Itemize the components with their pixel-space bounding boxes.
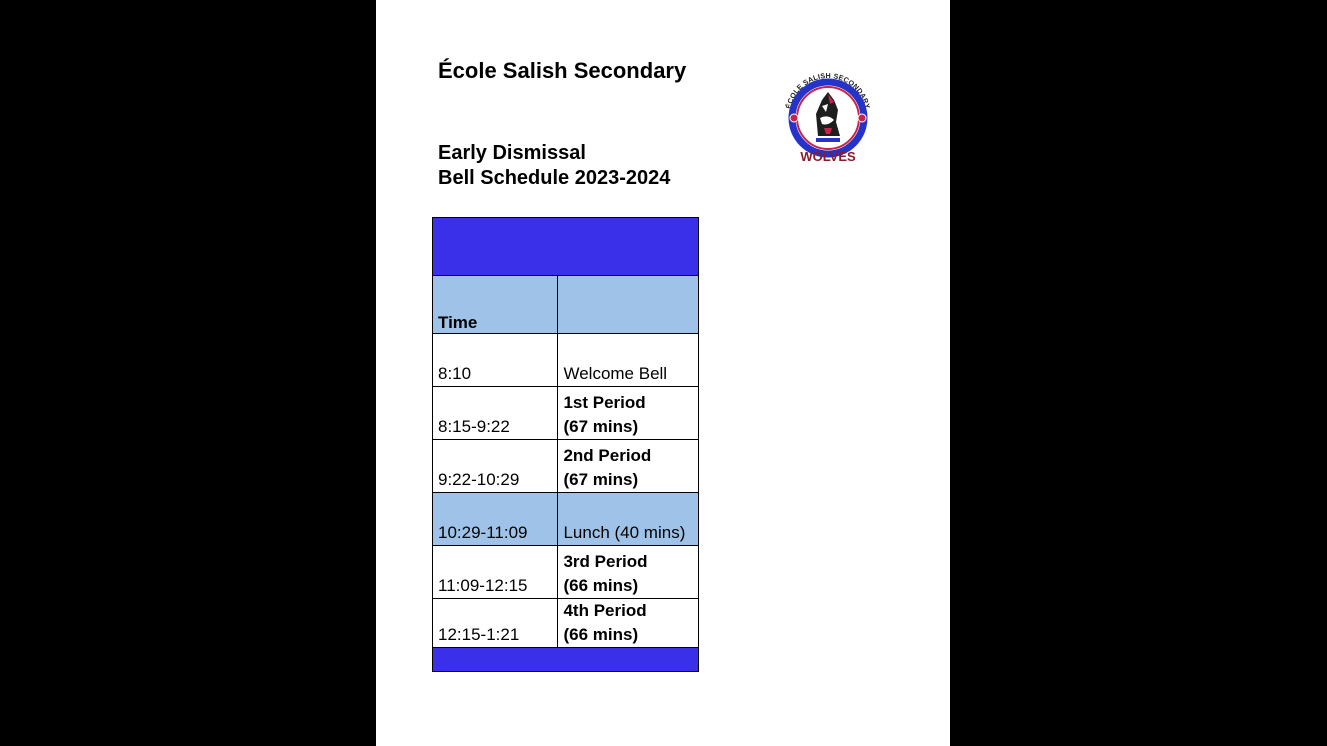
table-row (433, 387, 699, 440)
logo-arc-text: ÉCOLE SALISH SECONDARY (783, 70, 873, 110)
event-label: Lunch (40 mins) (563, 523, 686, 542)
bottom-band-cell (433, 648, 699, 672)
table-row (433, 546, 699, 599)
table-row-lunch (433, 493, 699, 546)
header-time-cell: Time (433, 276, 558, 334)
document-page (376, 0, 950, 746)
table-header-row (433, 276, 699, 334)
top-band-cell (433, 218, 699, 276)
event-duration: (66 mins) (563, 625, 639, 644)
event-duration: (66 mins) (563, 576, 639, 595)
event-duration: (67 mins) (563, 417, 639, 436)
time-cell: 11:09-12:15 (433, 546, 558, 599)
table-row (433, 334, 699, 387)
event-cell (558, 387, 699, 440)
time-cell: 8:10 (433, 334, 558, 387)
event-label: 3rd Period (563, 552, 648, 571)
title-line-1: Early Dismissal (438, 142, 586, 164)
event-label: 2nd Period (563, 446, 652, 465)
bell-schedule-table (432, 217, 699, 672)
event-cell (558, 334, 699, 387)
event-cell (558, 493, 699, 546)
event-label: 1st Period (563, 393, 646, 412)
time-cell: 9:22-10:29 (433, 440, 558, 493)
school-name: École Salish Secondary (438, 58, 687, 83)
event-cell (558, 599, 699, 648)
header-event-cell (558, 276, 699, 334)
event-label: 4th Period (563, 601, 647, 620)
time-cell: 10:29-11:09 (433, 493, 558, 546)
table-row (433, 440, 699, 493)
title-line-2: Bell Schedule 2023-2024 (438, 167, 671, 189)
time-cell: 12:15-1:21 (433, 599, 558, 648)
event-cell (558, 546, 699, 599)
event-label: Welcome Bell (563, 364, 668, 383)
event-cell (558, 440, 699, 493)
logo-mascot-text: WOLVES (800, 149, 856, 164)
event-duration: (67 mins) (563, 470, 639, 489)
table-row (433, 599, 699, 648)
school-logo (778, 70, 878, 165)
table-top-band (433, 218, 699, 276)
time-cell: 8:15-9:22 (433, 387, 558, 440)
table-bottom-band (433, 648, 699, 672)
schedule-title (438, 141, 670, 191)
